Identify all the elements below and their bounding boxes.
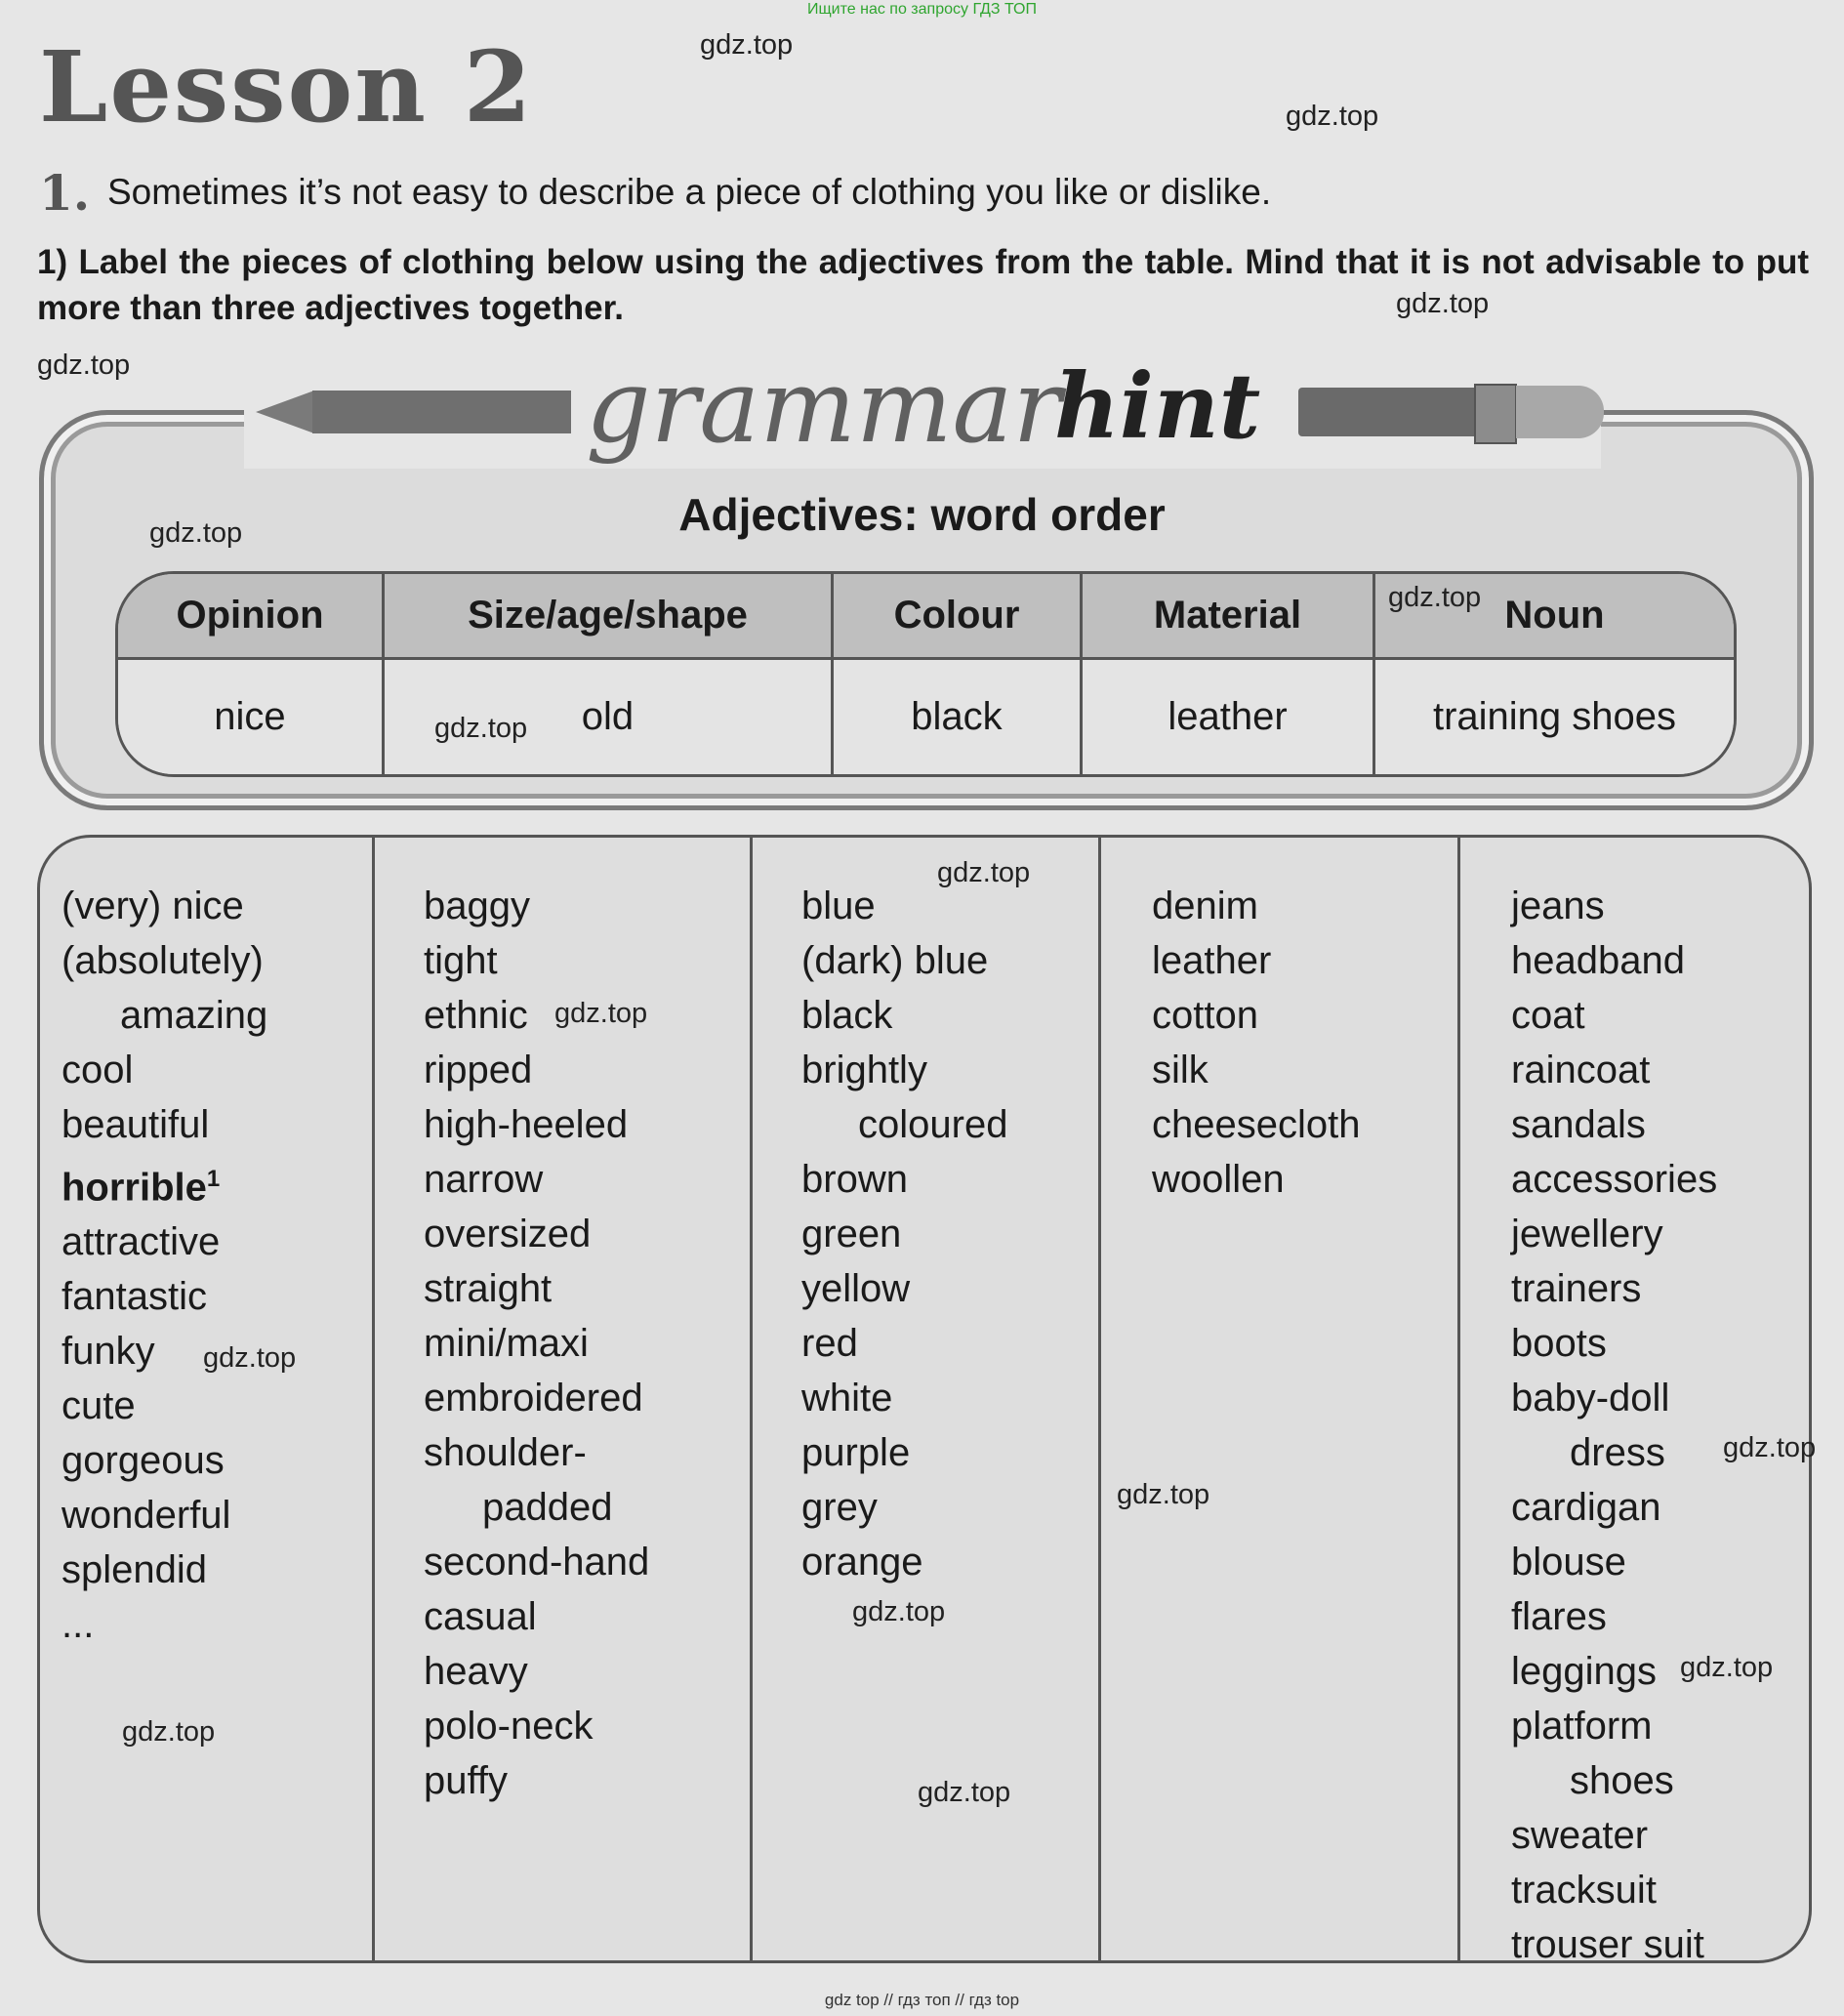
list-item: fantastic <box>61 1275 207 1319</box>
list-item: trainers <box>1511 1267 1642 1310</box>
list-item: wonderful <box>61 1494 231 1538</box>
material-column <box>1098 838 1457 1960</box>
word-order-table <box>115 571 1737 777</box>
list-item: ... <box>61 1603 95 1647</box>
watermark: gdz.top <box>700 29 794 61</box>
list-item: tracksuit <box>1511 1869 1657 1912</box>
list-item: cotton <box>1152 994 1258 1037</box>
footnote-marker: 1 <box>206 1166 221 1192</box>
list-item: grey <box>801 1486 878 1529</box>
list-item: oversized <box>424 1213 592 1255</box>
list-item: tight <box>424 939 498 982</box>
pencil-band-icon <box>1474 384 1517 444</box>
lesson-title: Lesson 2 <box>39 29 534 144</box>
list-item: cardigan <box>1511 1486 1661 1529</box>
watermark: gdz.top <box>1680 1652 1774 1683</box>
header-opinion: Opinion <box>118 574 382 660</box>
list-item: funky <box>61 1330 155 1374</box>
list-item: silk <box>1152 1049 1209 1091</box>
list-item: denim <box>1152 885 1258 927</box>
watermark: gdz.top <box>1388 582 1482 613</box>
noun-column <box>1457 838 1809 1963</box>
list-item: brightly <box>801 1049 927 1091</box>
list-item: woollen <box>1152 1158 1285 1201</box>
list-item: attractive <box>61 1220 221 1264</box>
example-colour: black <box>831 660 1080 774</box>
list-item: puffy <box>424 1759 508 1802</box>
list-item: cool <box>61 1049 134 1091</box>
watermark: gdz.top <box>203 1342 297 1374</box>
pencil-body-icon <box>1298 388 1494 436</box>
watermark: gdz.top <box>918 1777 1011 1808</box>
top-banner[interactable]: Ищите нас по запросу ГДЗ ТОП <box>807 1 1037 18</box>
list-item: blouse <box>1511 1541 1626 1584</box>
watermark: gdz.top <box>937 857 1031 888</box>
list-item: beautiful <box>61 1103 210 1146</box>
list-item: white <box>801 1377 893 1419</box>
list-item: splendid <box>61 1548 208 1592</box>
list-item: cute <box>61 1384 136 1428</box>
bottom-banner[interactable]: gdz top // гдз топ // гдз top <box>824 1991 1020 2009</box>
watermark: gdz.top <box>37 350 131 381</box>
watermark: gdz.top <box>1723 1432 1817 1463</box>
example-material: leather <box>1080 660 1373 774</box>
list-item: cheesecloth <box>1152 1103 1361 1146</box>
list-item: sandals <box>1511 1103 1646 1146</box>
grammar-script-label: grammar <box>586 347 1062 466</box>
list-item: black <box>801 994 893 1037</box>
list-item: sweater <box>1511 1814 1649 1857</box>
list-item: green <box>801 1213 902 1255</box>
list-item: ethnic <box>424 994 528 1037</box>
list-item: flares <box>1511 1595 1607 1638</box>
list-item: high-heeled <box>424 1103 629 1146</box>
watermark: gdz.top <box>1286 101 1379 132</box>
header-noun: Noun <box>1373 574 1734 660</box>
pencil-tip-icon <box>256 391 314 433</box>
watermark: gdz.top <box>434 713 528 744</box>
list-item <box>61 1152 372 1214</box>
list-item: (absolutely) <box>61 939 264 982</box>
task-instruction: 1) Label the pieces of clothing below using the adjectives from the table. Mind that it is not advisable to put more than three adjectives together. <box>37 243 1809 327</box>
example-noun: training shoes <box>1373 660 1734 774</box>
list-item: red <box>801 1322 858 1365</box>
header-material: Material <box>1080 574 1373 660</box>
list-item: purple <box>801 1431 911 1474</box>
pencil-eraser-icon <box>1516 386 1604 438</box>
list-item: trouser suit <box>1511 1923 1704 1963</box>
header-colour: Colour <box>831 574 1080 660</box>
list-item: yellow <box>801 1267 911 1310</box>
list-item: brown <box>801 1158 908 1201</box>
list-item: headband <box>1511 939 1685 982</box>
list-item: narrow <box>424 1158 544 1201</box>
list-item: accessories <box>1511 1158 1718 1201</box>
opinion-column <box>40 838 372 1960</box>
watermark: gdz.top <box>554 998 648 1029</box>
list-item: shoes <box>1570 1759 1674 1802</box>
list-item: dress <box>1570 1431 1665 1474</box>
list-item: leather <box>1152 939 1272 982</box>
list-item: jeans <box>1511 885 1605 927</box>
list-item: embroidered <box>424 1377 643 1419</box>
list-item: gorgeous <box>61 1439 225 1483</box>
task-number: 1. <box>39 164 91 222</box>
hint-script-label: hint <box>1054 353 1261 459</box>
list-item: coat <box>1511 994 1585 1037</box>
list-item: orange <box>801 1541 923 1584</box>
example-size: old <box>382 660 831 774</box>
watermark: gdz.top <box>149 517 243 549</box>
list-item: heavy <box>424 1650 528 1693</box>
list-item: straight <box>424 1267 553 1310</box>
list-item: padded <box>482 1486 613 1529</box>
list-item: (dark) blue <box>801 939 989 982</box>
list-item: amazing <box>120 994 268 1037</box>
list-item: baby-doll <box>1511 1377 1670 1419</box>
list-item: platform <box>1511 1705 1653 1748</box>
task-text: Sometimes it’s not easy to describe a piece of clothing you like or dislike. <box>107 172 1272 212</box>
list-item: raincoat <box>1511 1049 1651 1091</box>
list-item: blue <box>801 885 876 927</box>
watermark: gdz.top <box>1396 288 1490 319</box>
watermark: gdz.top <box>852 1596 946 1627</box>
pencil-left-icon <box>312 391 571 433</box>
list-item: second-hand <box>424 1541 650 1584</box>
horrible-word: horrible <box>61 1166 207 1210</box>
list-item: mini/maxi <box>424 1322 589 1365</box>
list-item: jewellery <box>1511 1213 1663 1255</box>
list-item: casual <box>424 1595 537 1638</box>
watermark: gdz.top <box>122 1716 216 1748</box>
watermark: gdz.top <box>1117 1479 1210 1510</box>
word-order-title: Adjectives: word order <box>678 489 1166 540</box>
list-item: shoulder- <box>424 1431 587 1474</box>
list-item: polo-neck <box>424 1705 594 1748</box>
header-size: Size/age/shape <box>382 574 831 660</box>
list-item: boots <box>1511 1322 1607 1365</box>
list-item: baggy <box>424 885 530 927</box>
list-item: ripped <box>424 1049 533 1091</box>
list-item: coloured <box>858 1103 1008 1146</box>
list-item: (very) nice <box>61 885 244 927</box>
list-item: leggings <box>1511 1650 1658 1693</box>
example-opinion: nice <box>118 660 382 774</box>
